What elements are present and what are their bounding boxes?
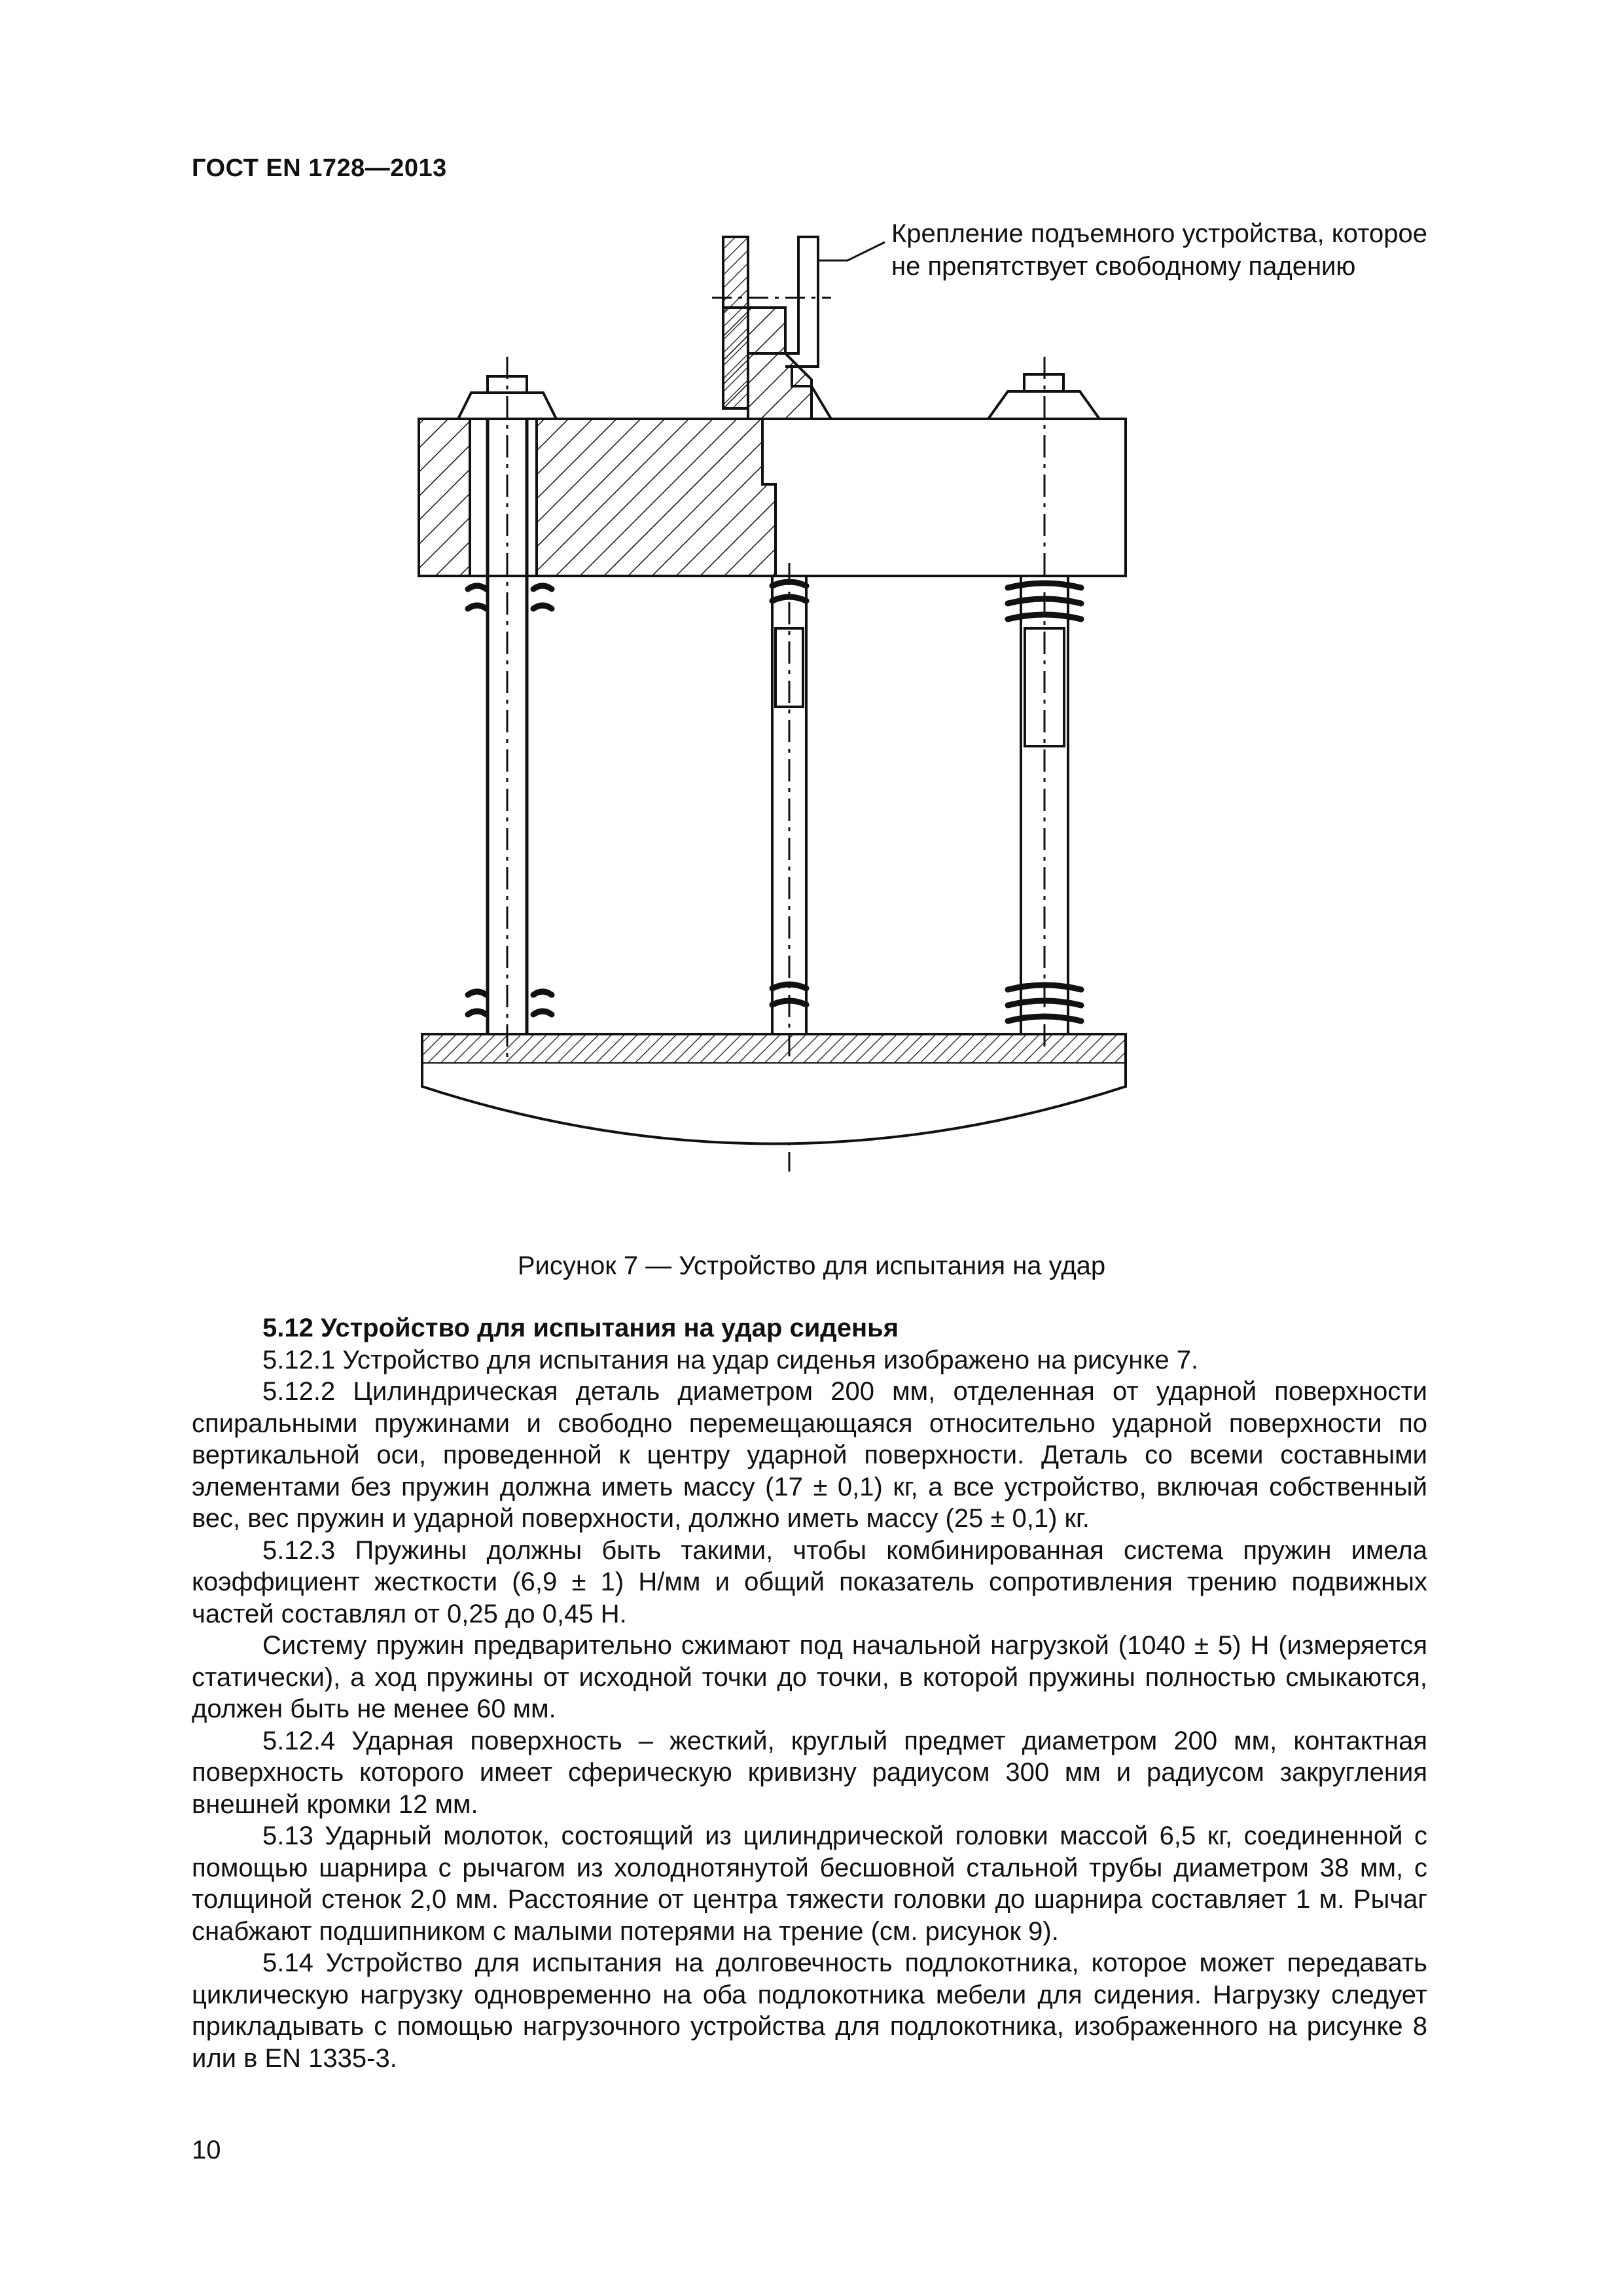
paragraph-5-12-3: 5.12.3 Пружины должны быть такими, чтобы комбинированная система пружин имела коэффициент жесткости (6,9 ± 1) Н/мм и общий показатель сопротивления трению подвижных частей составлял от 0,25 до 0,45 Н. [192, 1535, 1427, 1628]
paragraph-5-12-2: 5.12.2 Цилиндрическая деталь диаметром 200 мм, отделенная от ударной поверхности спиральными пружинами и свободно перемещающаяся относительно ударной поверхности по вертикальной оси, проведенной к центру ударной поверхности. Деталь со всеми составными элементами без пружин должна иметь массу (17 ± 0,1) кг, а все устройство, включая собственный вес, вес пружин и ударной поверхности, должно иметь массу (25 ± 0,1) кг. [192, 1377, 1427, 1533]
callout-leader [819, 242, 885, 260]
paragraph-5-12-1: 5.12.1 Устройство для испытания на удар сиденья изображено на рисунке 7. [262, 1345, 1199, 1374]
paragraph-5-14: 5.14 Устройство для испытания на долговечность подлокотника, которое может передавать циклическую нагрузку одновременно на оба подлокотника мебели для сидения. Нагрузку следует прикладывать с помощью нагрузочного устройства для подлокотника, изображенного на рисунке 8 или в EN 1335-3. [192, 1948, 1427, 2073]
paragraph-spring-preload: Систему пружин предварительно сжимают под начальной нагрузкой (1040 ± 5) Н (измеряется статически), а ход пружины от исходной точки до точки, в которой пружины полностью смыкаются, должен быть не менее 60 мм. [192, 1631, 1427, 1723]
paragraph-5-13: 5.13 Ударный молоток, состоящий из цилиндрической головки массой 6,5 кг, соединенной с помощью шарнира с рычагом из холоднотянутой бесшовной стальной трубы диаметром 38 мм, с толщиной стенок 2,0 мм. Расстояние от центра тяжести головки до шарнира составляет 1 м. Рычаг снабжают подшипником с малыми потерями на трение (см. рисунок 9). [192, 1821, 1427, 1946]
page-number: 10 [192, 2136, 221, 2164]
callout-line-2: не препятствует свободному падению [891, 252, 1356, 281]
paragraph-5-12-4: 5.12.4 Ударная поверхность – жесткий, круглый предмет диаметром 200 мм, контактная поверхность которого имеет сферическую кривизну радиусом 300 мм и радиусом закругления внешней кромки 12 мм. [192, 1726, 1427, 1819]
lifting-attachment-callout [891, 217, 1427, 283]
upper-plate [419, 419, 1126, 576]
impact-surface [422, 1034, 1126, 1144]
figure-caption: Рисунок 7 — Устройство для испытания на удар [517, 1251, 1106, 1280]
section-text [192, 1312, 1427, 2074]
callout-line-1: Крепление подъемного устройства, которое [891, 219, 1427, 248]
document-code-header: ГОСТ EN 1728—2013 [192, 154, 447, 182]
section-heading: 5.12 Устройство для испытания на удар сиденья [262, 1314, 899, 1342]
